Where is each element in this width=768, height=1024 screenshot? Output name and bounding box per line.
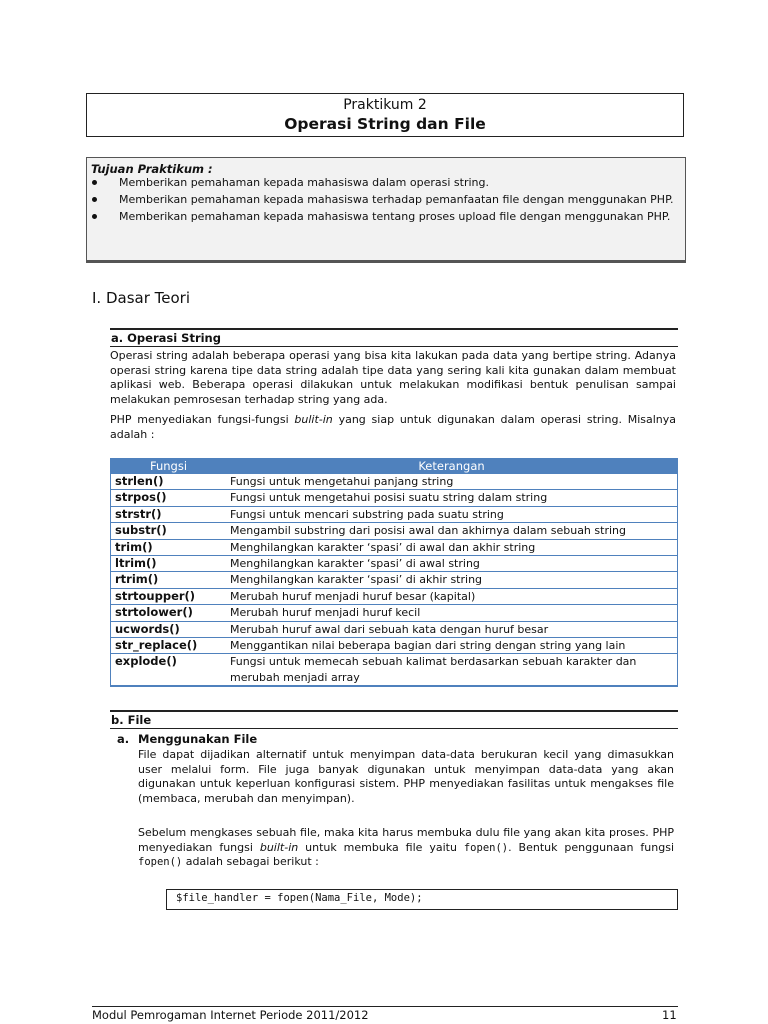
table-row: substr() Mengambil substring dari posisi awal dan akhirnya dalam sebuah string (111, 523, 678, 539)
goal-item: Memberikan pemahaman kepada mahasiswa terhadap pemanfaatan file dengan menggunakan PHP. (87, 193, 677, 207)
goal-item: Memberikan pemahaman kepada mahasiswa dalam operasi string. (87, 176, 677, 190)
file-paragraph: File dapat dijadikan alternatif untuk menyimpan data-data berukuran kecil yang dimasukkan user melalui form. File juga banyak digunakan untuk menyimpan data-data yang akan digunakan untuk keperluan konfigurasi sistem. PHP menyediakan fasilitas untuk mengakses file (membaca, merubah dan menyimpan). (138, 748, 674, 805)
goals-heading: Tujuan Praktikum : (91, 162, 213, 176)
bullet-icon (92, 197, 97, 202)
file-paragraph-2: Sebelum mengkases sebuah file, maka kita harus membuka dulu file yang akan kita proses. PHP menyediakan fungsi built-in untuk membuka file yaitu fopen(). Bentuk penggunaan fungsi fopen() adalah sebagai berikut : (138, 826, 674, 869)
table-row: ucwords() Merubah huruf awal dari sebuah kata dengan huruf besar (111, 621, 678, 637)
file-heading: b. File (111, 713, 152, 727)
goals-list (87, 176, 677, 227)
goals-box (86, 157, 686, 263)
title-box (86, 93, 684, 137)
function-table (110, 458, 678, 687)
code-line: $file_handler = fopen(Nama_File, Mode); (176, 892, 423, 904)
table-row: strtolower() Merubah huruf menjadi huruf kecil (111, 605, 678, 621)
bullet-icon (92, 180, 97, 185)
divider (110, 710, 678, 712)
string-paragraph-2: PHP menyediakan fungsi-fungsi bulit-in yang siap untuk digunakan dalam operasi string. Misalnya adalah : (110, 413, 677, 441)
footer-divider (92, 1006, 678, 1007)
divider (110, 346, 678, 347)
table-row: strtoupper() Merubah huruf menjadi huruf besar (kapital) (111, 588, 678, 604)
divider (110, 328, 678, 330)
goal-item: Memberikan pemahaman kepada mahasiswa tentang proses upload file dengan menggunakan PHP. (87, 210, 677, 224)
code-box (166, 889, 678, 910)
table-header-row (111, 458, 678, 474)
practicum-number: Praktikum 2 (343, 97, 427, 113)
bullet-icon (92, 214, 97, 219)
section-title: I. Dasar Teori (92, 289, 190, 307)
table-row: strlen() Fungsi untuk mengetahui panjang string (111, 474, 678, 490)
file-sub-marker: a. (117, 732, 130, 746)
divider (110, 728, 678, 729)
page-number: 11 (662, 1008, 677, 1022)
table-row: strstr() Fungsi untuk mencari substring pada suatu string (111, 506, 678, 522)
table-row: str_replace() Menggantikan nilai beberapa bagian dari string dengan string yang lain (111, 638, 678, 654)
column-header-fungsi: Fungsi (111, 458, 227, 474)
table-row: trim() Menghilangkan karakter ‘spasi’ di awal dan akhir string (111, 539, 678, 555)
column-header-keterangan: Keterangan (226, 458, 678, 474)
table-row: strpos() Fungsi untuk mengetahui posisi suatu string dalam string (111, 490, 678, 506)
file-sub-heading: Menggunakan File (138, 732, 258, 746)
table-row: explode() Fungsi untuk memecah sebuah kalimat berdasarkan sebuah karakter dan merubah menjadi array (111, 654, 678, 686)
string-heading: a. Operasi String (111, 331, 221, 345)
table-row: rtrim() Menghilangkan karakter ‘spasi’ di akhir string (111, 572, 678, 588)
page-title: Operasi String dan File (284, 115, 486, 133)
footer-text: Modul Pemrogaman Internet Periode 2011/2012 (92, 1008, 369, 1022)
string-paragraph: Operasi string adalah beberapa operasi yang bisa kita lakukan pada data yang bertipe string. Adanya operasi string karena tipe data string adalah tipe data yang sering kali kita gunakan dalam membuat aplikasi web. Beberapa operasi dilakukan untuk melakukan modifikasi bentuk penulisan sampai melakukan pemrosesan terhadap string yang ada. (110, 349, 676, 406)
table-row: ltrim() Menghilangkan karakter ‘spasi’ di awal string (111, 556, 678, 572)
